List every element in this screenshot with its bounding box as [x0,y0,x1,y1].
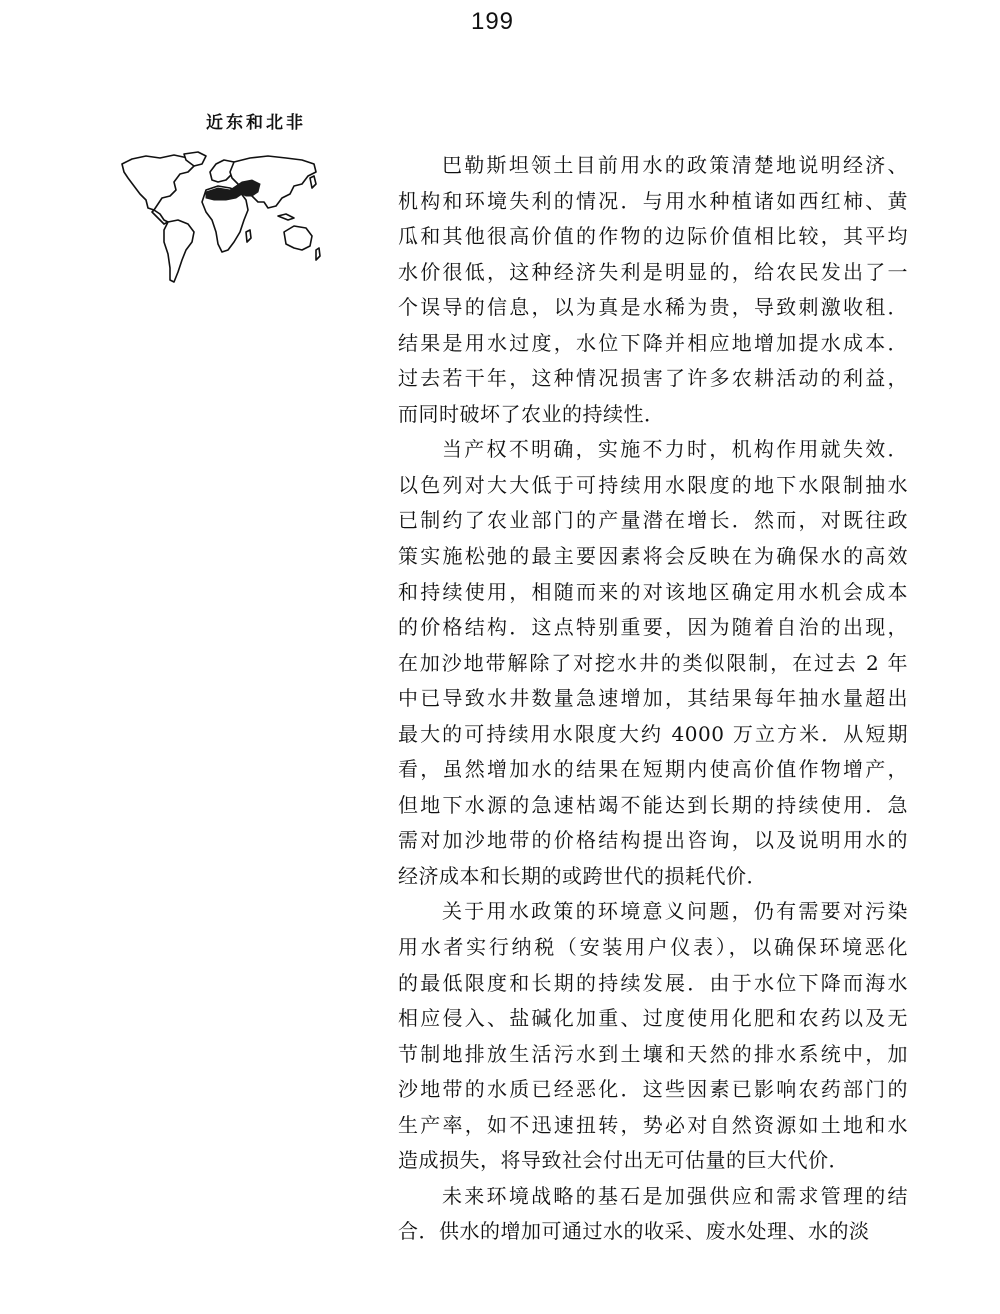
paragraph-3-line: 造成损失，将导致社会付出无可估量的巨大代价． [398,1148,849,1173]
paragraph-4-line: 合．供水的增加可通过水的收采、废水处理、水的淡 [398,1219,870,1244]
paragraph-3-line: 沙地带的水质已经恶化．这些因素已影响农药部门的 [398,1077,908,1102]
paragraph-2-line: 看，虽然增加水的结果在短期内使高价值作物增产， [398,757,908,782]
paragraph-2-line: 需对加沙地带的价格结构提出咨询，以及说明用水的 [398,828,908,853]
paragraph-2-line: 以色列对大大低于可持续用水限度的地下水限制抽水 [398,472,908,497]
indonesia-shape [278,214,294,220]
paragraph-3-line: 生产率，如不迅速扭转，势必对自然资源如土地和水 [398,1112,908,1137]
paragraph-3-line: 的最低限度和长期的持续发展．由于水位下降而海水 [398,970,908,995]
paragraph-2-line: 最大的可持续用水限度大约 4000 万立方米．从短期 [398,721,908,746]
paragraph-2-line: 当产权不明确，实施不力时，机构作用就失效． [442,437,908,462]
paragraph-2-line: 但地下水源的急速枯竭不能达到长期的持续使用．急 [398,792,908,817]
paragraph-1-line: 而同时破坏了农业的持续性． [398,401,665,426]
paragraph-1-line: 结果是用水过度，水位下降并相应地增加提水成本． [398,330,908,355]
australia-shape [284,226,312,250]
world-map-icon [118,150,326,290]
central-america-shape [152,210,168,224]
paragraph-2-line: 中已导致水井数量急速增加，其结果每年抽水量超出 [398,686,908,711]
paragraph-4-line: 未来环境战略的基石是加强供应和需求管理的结 [442,1183,908,1208]
paragraph-1-line: 过去若干年，这种情况损害了许多农耕活动的利益， [398,366,908,391]
section-heading: 近东和北非 [206,113,306,133]
paragraph-2-line: 经济成本和长期的或跨世代的损耗代价． [398,863,767,888]
paragraph-1-line: 巴勒斯坦领土目前用水的政策清楚地说明经济、 [442,153,908,177]
paragraph-2-line: 已制约了农业部门的产量潜在增长．然而，对既往政 [398,508,908,533]
new-zealand-shape [316,248,320,260]
paragraph-3-line: 关于用水政策的环境意义问题，仍有需要对污染 [442,899,908,924]
body-text [398,148,908,1250]
paragraph-1-line: 个误导的信息，以为真是水稀为贵，导致刺激收租． [398,295,908,320]
paragraph-1-line: 水价很低，这种经济失利是明显的，给农民发出了一 [398,259,908,284]
paragraph-2-line: 的价格结构．这点特别重要，因为随着自治的出现， [398,615,908,640]
madagascar-shape [246,230,251,242]
paragraph-1-line: 机构和环境失利的情况．与用水种植诸如西红柿、黄 [398,188,908,213]
paragraph-2-line: 在加沙地带解除了对挖水井的类似限制，在过去 2 年 [398,650,908,675]
north-america-shape [122,155,194,210]
page-number: 199 [470,8,515,35]
paragraph-3-line: 节制地排放生活污水到土壤和天然的排水系统中，加 [398,1041,908,1066]
paragraph-1-line: 瓜和其他很高价值的作物的边际价值相比较，其平均 [398,224,908,249]
paragraph-3-line: 相应侵入、盐碱化加重、过度使用化肥和农药以及无 [398,1006,908,1031]
paragraph-3-line: 用水者实行纳税（安装用户仪表），以确保环境恶化 [398,935,908,960]
paragraph-2-line: 和持续使用，相随而来的对该地区确定用水机会成本 [398,579,908,604]
japan-shape [310,176,316,188]
paragraph-2-line: 策实施松弛的最主要因素将会反映在为确保水的高效 [398,544,908,569]
south-america-shape [164,220,194,282]
